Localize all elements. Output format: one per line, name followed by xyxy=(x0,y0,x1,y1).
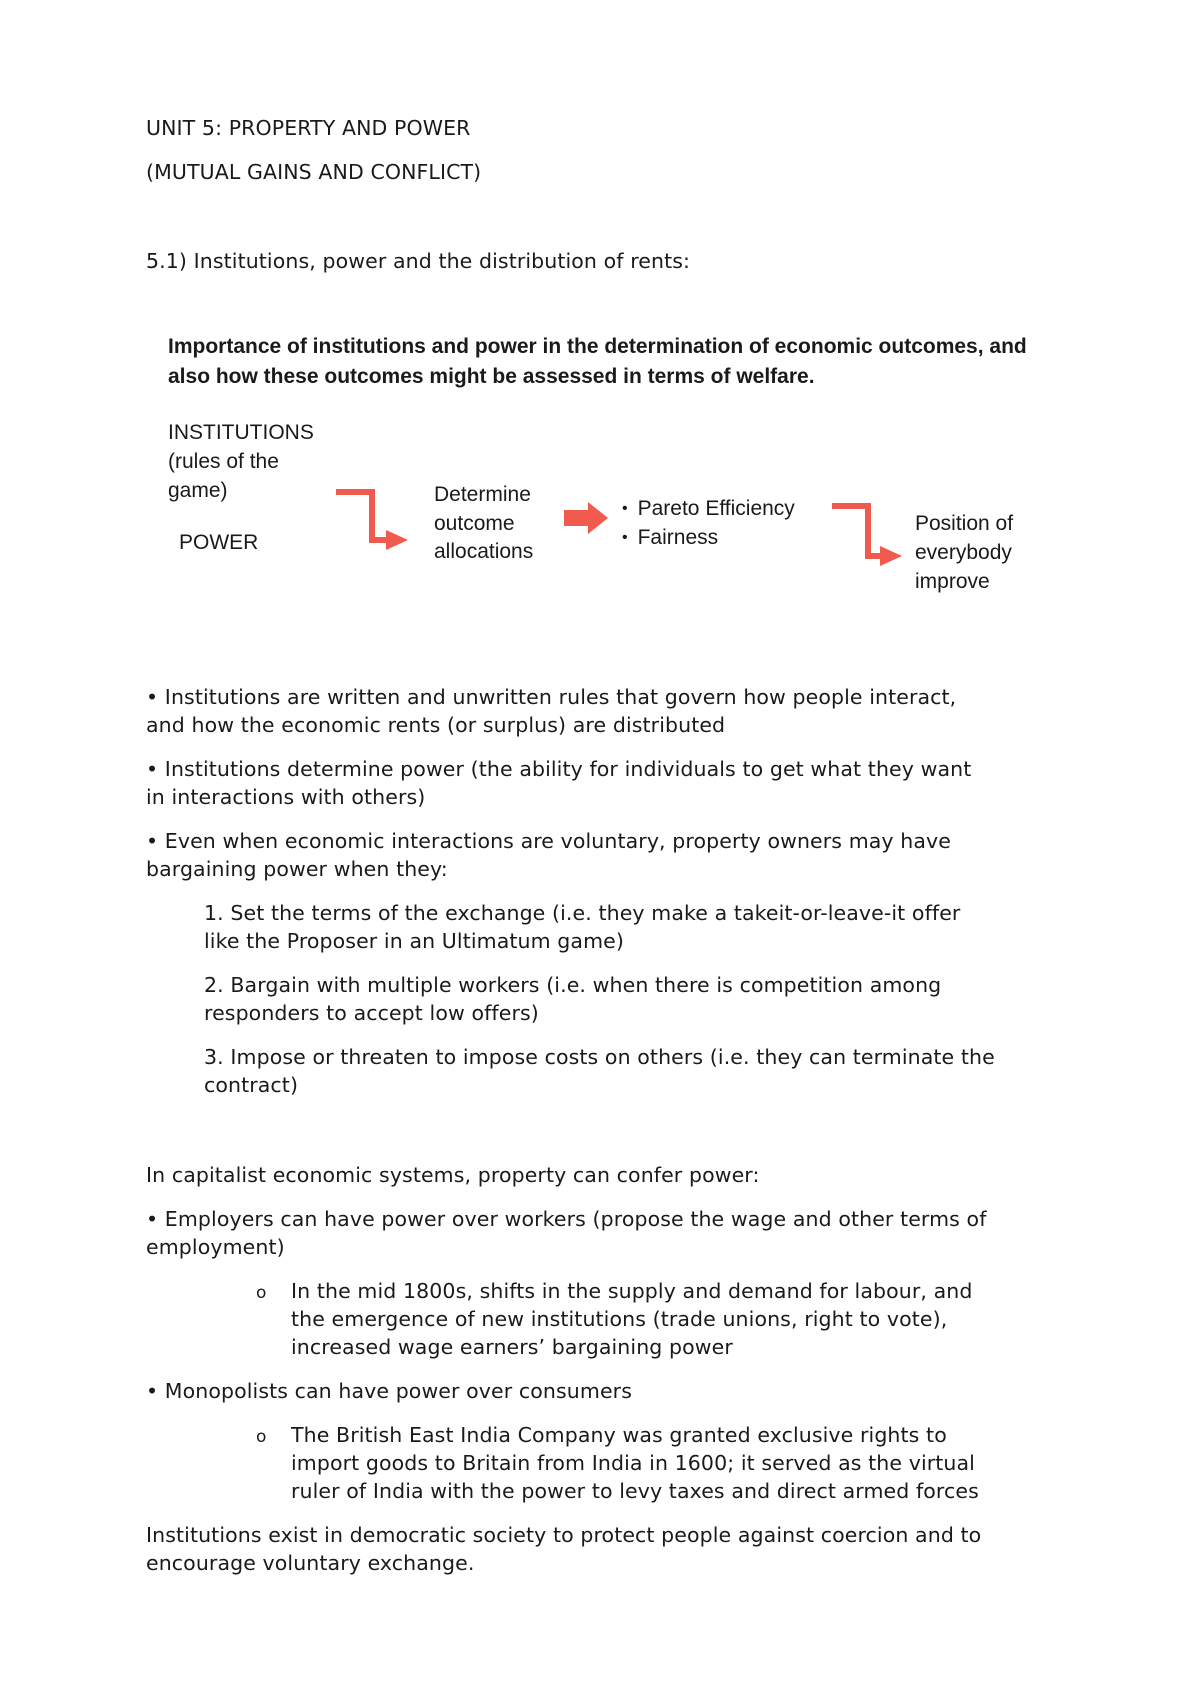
employers-bullet-line1: • Employers can have power over workers (propose the wage and other terms of xyxy=(146,1207,987,1231)
monopolists-bullet: • Monopolists can have power over consumers xyxy=(146,1379,632,1403)
bullet-2-line1: • Institutions determine power (the ability for individuals to get what they want xyxy=(146,757,972,781)
diagram-allocations-label: allocations xyxy=(434,540,534,563)
diagram-power-label: POWER xyxy=(179,531,259,554)
employers-sub-line2: the emergence of new institutions (trade unions, right to vote), xyxy=(291,1307,948,1331)
diagram-heading-line2: also how these outcomes might be assessed in terms of welfare. xyxy=(168,365,815,388)
monopolists-sub-line2: import goods to Britain from India in 1600; it served as the virtual xyxy=(291,1451,975,1475)
diagram-determine-label: Determine xyxy=(434,483,531,506)
diagram-improve-label: improve xyxy=(915,570,990,593)
employers-bullet-line2: employment) xyxy=(146,1235,285,1259)
capitalist-intro: In capitalist economic systems, property can confer power: xyxy=(146,1163,760,1187)
diagram-outcome-label: outcome xyxy=(434,512,515,535)
closing-line2: encourage voluntary exchange. xyxy=(146,1551,475,1575)
numbered-1-line1: 1. Set the terms of the exchange (i.e. they make a takeit-or-leave-it offer xyxy=(204,901,961,925)
bullet-marker: • xyxy=(622,529,628,546)
page-subtitle: (MUTUAL GAINS AND CONFLICT) xyxy=(146,160,482,184)
numbered-3-line1: 3. Impose or threaten to impose costs on others (i.e. they can terminate the xyxy=(204,1045,995,1069)
elbow-arrow-2 xyxy=(832,506,902,566)
bullet-2-line2: in interactions with others) xyxy=(146,785,426,809)
monopolists-sub-line1: The British East India Company was granted exclusive rights to xyxy=(291,1423,947,1447)
section-heading: 5.1) Institutions, power and the distribution of rents: xyxy=(146,249,691,273)
bullet-1-line1: • Institutions are written and unwritten rules that govern how people interact, xyxy=(146,685,957,709)
closing-line1: Institutions exist in democratic society to protect people against coercion and to xyxy=(146,1523,982,1547)
bullet-3-line2: bargaining power when they: xyxy=(146,857,448,881)
pareto-efficiency-label: Pareto Efficiency xyxy=(637,497,795,520)
diagram-institutions-label: INSTITUTIONS xyxy=(168,421,314,444)
institutions-power-diagram xyxy=(160,320,1040,610)
fairness-label: Fairness xyxy=(637,526,719,549)
diagram-game-label: game) xyxy=(168,479,228,502)
sub-bullet-marker: o xyxy=(256,1427,267,1447)
monopolists-sub-line3: ruler of India with the power to levy taxes and direct armed forces xyxy=(291,1479,979,1503)
sub-bullet-marker: o xyxy=(256,1283,267,1303)
numbered-1-line2: like the Proposer in an Ultimatum game) xyxy=(204,929,624,953)
block-arrow xyxy=(564,502,608,534)
bullet-3-line1: • Even when economic interactions are voluntary, property owners may have xyxy=(146,829,951,853)
diagram-everybody-label: everybody xyxy=(915,541,1012,564)
elbow-arrow-1 xyxy=(336,492,408,550)
employers-sub-line1: In the mid 1800s, shifts in the supply and demand for labour, and xyxy=(291,1279,973,1303)
diagram-heading-line1: Importance of institutions and power in the determination of economic outcomes, and xyxy=(168,335,1027,358)
numbered-2-line2: responders to accept low offers) xyxy=(204,1001,539,1025)
bullet-marker: • xyxy=(622,500,628,517)
numbered-3-line2: contract) xyxy=(204,1073,299,1097)
diagram-position-label: Position of xyxy=(915,512,1014,535)
bullet-1-line2: and how the economic rents (or surplus) are distributed xyxy=(146,713,726,737)
diagram-arrows xyxy=(160,320,1040,610)
page-title: UNIT 5: PROPERTY AND POWER xyxy=(146,116,471,140)
numbered-2-line1: 2. Bargain with multiple workers (i.e. when there is competition among xyxy=(204,973,942,997)
diagram-rules-label: (rules of the xyxy=(168,450,279,473)
employers-sub-line3: increased wage earners’ bargaining power xyxy=(291,1335,733,1359)
